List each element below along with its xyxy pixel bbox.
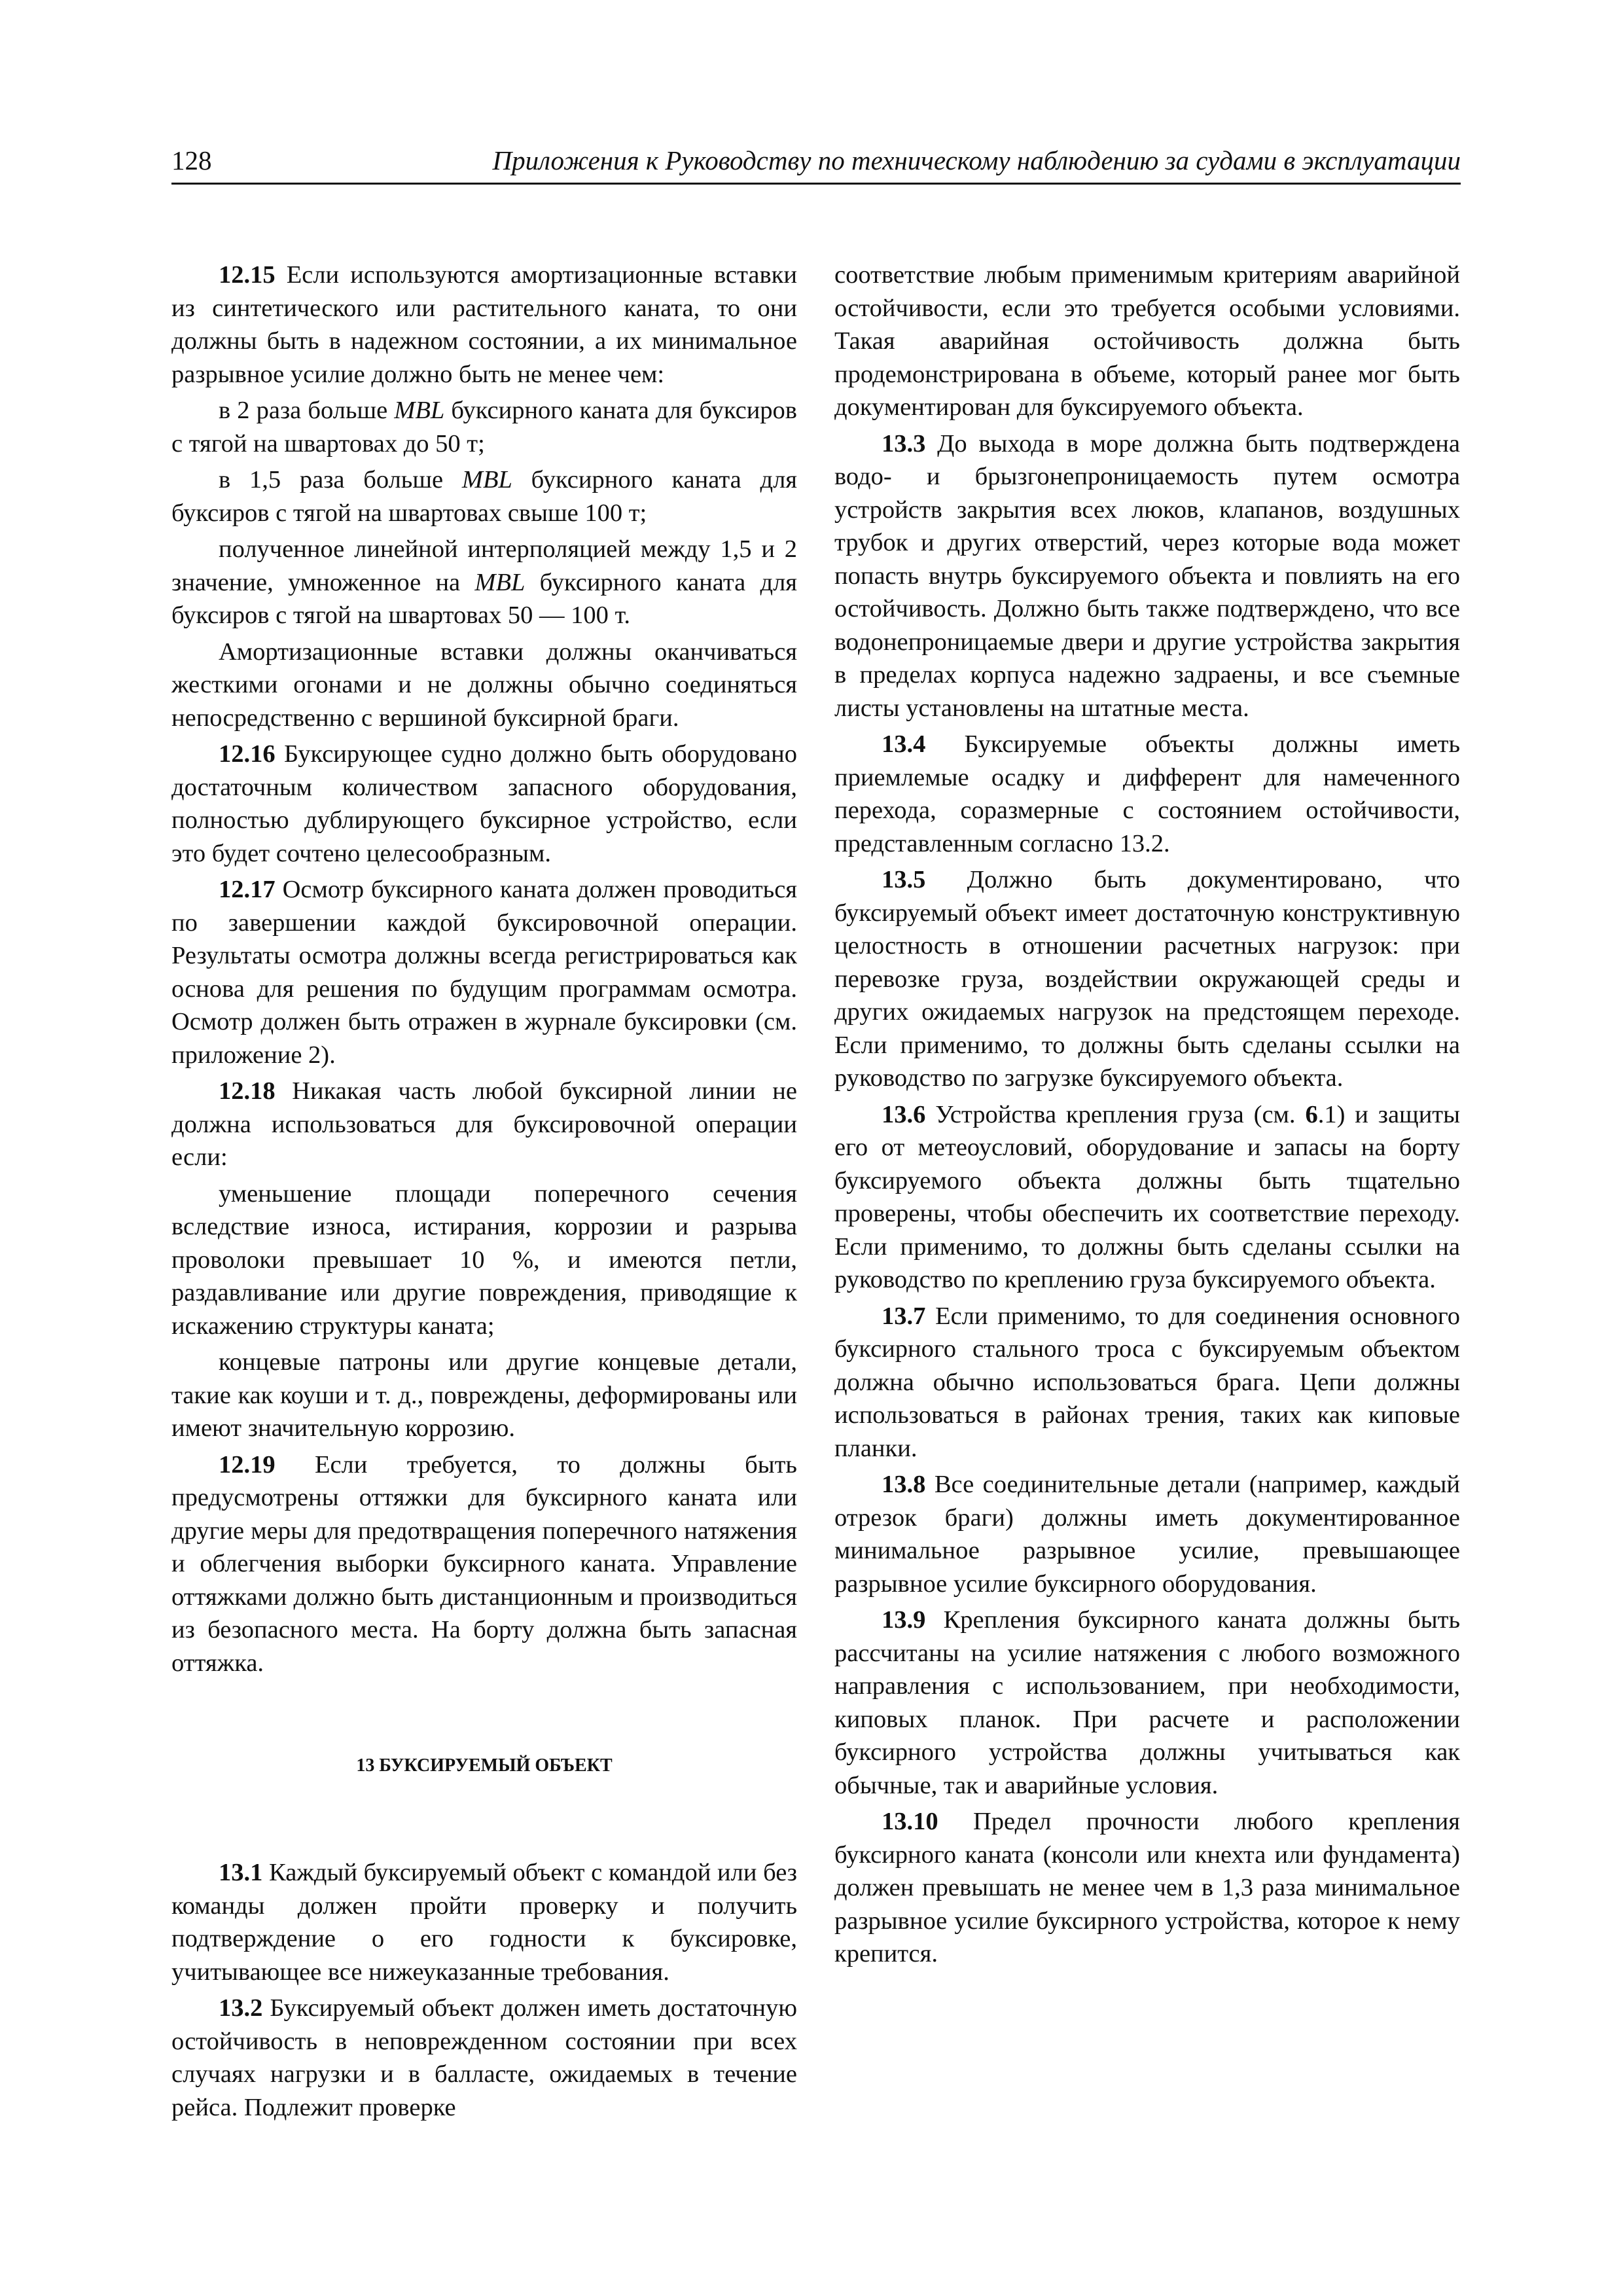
clause-number: 13.6 (882, 1100, 926, 1128)
clause-number: 12.17 (219, 876, 276, 903)
clause-number: 13.8 (882, 1471, 926, 1498)
list-item: в 1,5 раза больше MBL буксирного каната для буксиров с тягой на швартовах свыше 100 т; (171, 466, 797, 527)
paragraph-12-19: 12.19 Если требуется, то должны быть предусмотрены оттяжки для буксирного каната или другие меры для предотвращения поперечного натяжения и облегчения выборки буксирного каната. Управление оттяжками должно быть дистанционным и производиться из безопасного места. На борту должна быть запасная оттяжка. (171, 1450, 797, 1677)
paragraph-13-8: 13.8 Все соединительные детали (например, каждый отрезок браги) должны иметь документированное минимальное разрывное усилие, превышающее разрывное усилие буксирного оборудования. (834, 1471, 1460, 1598)
clause-number: 13.4 (882, 730, 926, 758)
paragraph-12-15: 12.15 Если используются амортизационные вставки из синтетического или растительного каната, то они должны быть в надежном состоянии, а их минимальное разрывное усилие должно быть не менее чем: (171, 261, 797, 388)
clause-number: 13.1 (219, 1859, 263, 1886)
left-column (171, 259, 797, 2124)
mbl-term: MBL (474, 568, 526, 596)
right-column (834, 259, 1460, 1971)
clause-number: 13.3 (882, 429, 926, 457)
clause-number: 12.15 (219, 261, 276, 289)
paragraph-13-7: 13.7 Если применимо, то для соединения основного буксирного стального троса с буксируемым объектом должна обычно использоваться брага. Цепи должны использоваться в районах трения, таких как киповые планки. (834, 1302, 1460, 1462)
page-header (171, 141, 1461, 185)
paragraph-13-10: 13.10 Предел прочности любого крепления буксирного каната (консоли или кнехта или фундамента) должен превышать не менее чем в 1,3 раза минимальное разрывное усилие буксирного устройства, которое к нему крепится. (834, 1808, 1460, 1967)
paragraph-13-9: 13.9 Крепления буксирного каната должны быть рассчитаны на усилие натяжения с любого возможного направления с использованием, при необходимости, киповых планок. При расчете и расположении буксирного устройства должны учитываться как обычные, так и аварийные условия. (834, 1606, 1460, 1799)
list-item: концевые патроны или другие концевые детали, такие как коуши и т. д., повреждены, деформированы или имеют значительную коррозию. (171, 1348, 797, 1442)
clause-number: 12.19 (219, 1450, 276, 1479)
running-title: Приложения к Руководству по техническому наблюдению за судами в эксплуатации (492, 145, 1461, 175)
mbl-term: MBL (394, 397, 445, 424)
paragraph-amortization: Амортизационные вставки должны оканчиваться жесткими огонами и не должны обычно соединяться непосредственно с вершиной буксирной браги. (171, 637, 797, 732)
clause-number: 13.10 (882, 1808, 938, 1835)
paragraph-13-2-continued: соответствие любым применимым критериям аварийной остойчивости, если это требуется особыми условиями. Такая аварийная остойчивость должна быть продемонстрирована в объеме, который ранее мог быть документирован для буксируемого объекта. (834, 261, 1460, 421)
clause-number: 13.7 (882, 1302, 926, 1330)
paragraph-12-18: 12.18 Никакая часть любой буксирной линии не должна использоваться для буксировочной операции если: (171, 1077, 797, 1171)
clause-number: 13.9 (882, 1606, 926, 1634)
mbl-term: MBL (461, 466, 512, 493)
paragraph-13-3: 13.3 До выхода в море должна быть подтверждена водо- и брызгонепроницаемость путем осмотра устройств закрытия всех люков, клапанов, воздушных трубок и других отверстий, через которые вода может попасть внутрь буксируемого объекта и повлиять на его остойчивость. Должно быть также подтверждено, что все водонепроницаемые двери и другие устройства закрытия в пределах корпуса надежно задраены, и все съемные листы установлены на штатные места. (834, 429, 1460, 722)
paragraph-13-5: 13.5 Должно быть документировано, что буксируемый объект имеет достаточную конструктивную целостность в отношении расчетных нагрузок: при перевозке груза, воздействии окружающей среды и других ожидаемых нагрузок на предстоящем переходе. Если применимо, то должны быть сделаны ссылки на руководство по загрузке буксируемого объекта. (834, 866, 1460, 1092)
paragraph-13-4: 13.4 Буксируемые объекты должны иметь приемлемые осадку и дифферент для намеченного перехода, соразмерные с состоянием остойчивости, представленным согласно 13.2. (834, 730, 1460, 857)
list-item: полученное линейной интерполяцией между 1,5 и 2 значение, умноженное на MBL буксирного каната для буксиров с тягой на швартовах 50 — 100 т. (171, 535, 798, 629)
paragraph-12-17: 12.17 Осмотр буксирного каната должен проводиться по завершении каждой буксировочной операции. Результаты осмотра должны всегда регистрироваться как основа для решения по будущим программам осмотра. Осмотр должен быть отражен в журнале буксировки (см. приложение 2). (171, 876, 797, 1069)
clause-number: 12.18 (219, 1077, 276, 1105)
paragraph-13-1: 13.1 Каждый буксируемый объект с командой или без команды должен пройти проверку и получить подтверждение о его годности к буксировке, учитывающее все нижеуказанные требования. (171, 1859, 797, 1986)
list-item: в 2 раза больше MBL буксирного каната для буксиров с тягой на швартовах до 50 т; (171, 397, 797, 457)
paragraph-12-16: 12.16 Буксирующее судно должно быть оборудовано достаточным количеством запасного оборудования, полностью дублирующего буксирное устройство, если это будет сочтено целесообразным. (171, 740, 797, 867)
list-item: уменьшение площади поперечного сечения вследствие износа, истирания, коррозии и разрыва проволоки превышает 10 %, и имеются петли, раздавливание или другие повреждения, приводящие к искажению структуры каната; (171, 1179, 797, 1340)
paragraph-13-2: 13.2 Буксируемый объект должен иметь достаточную остойчивость в неповрежденном состоянии при всех случаях нагрузки и в балласте, ожидаемых в течение рейса. Подлежит проверке (171, 1994, 797, 2121)
paragraph-13-6: 13.6 Устройства крепления груза (см. 6.1) и защиты его от метеоусловий, оборудование и запасы на борту буксируемого объекта должны быть тщательно проверены, чтобы обеспечить их соответствие переходу. Если применимо, то должны быть сделаны ссылки на руководство по креплению груза буксируемого объекта. (834, 1100, 1460, 1293)
section-heading: 13 БУКСИРУЕМЫЙ ОБЪЕКТ (356, 1755, 613, 1776)
clause-number: 12.16 (219, 740, 276, 768)
clause-number: 13.5 (882, 866, 926, 893)
section-reference: 6 (1305, 1100, 1318, 1128)
clause-number: 13.2 (219, 1994, 263, 2022)
page-number: 128 (171, 145, 212, 175)
